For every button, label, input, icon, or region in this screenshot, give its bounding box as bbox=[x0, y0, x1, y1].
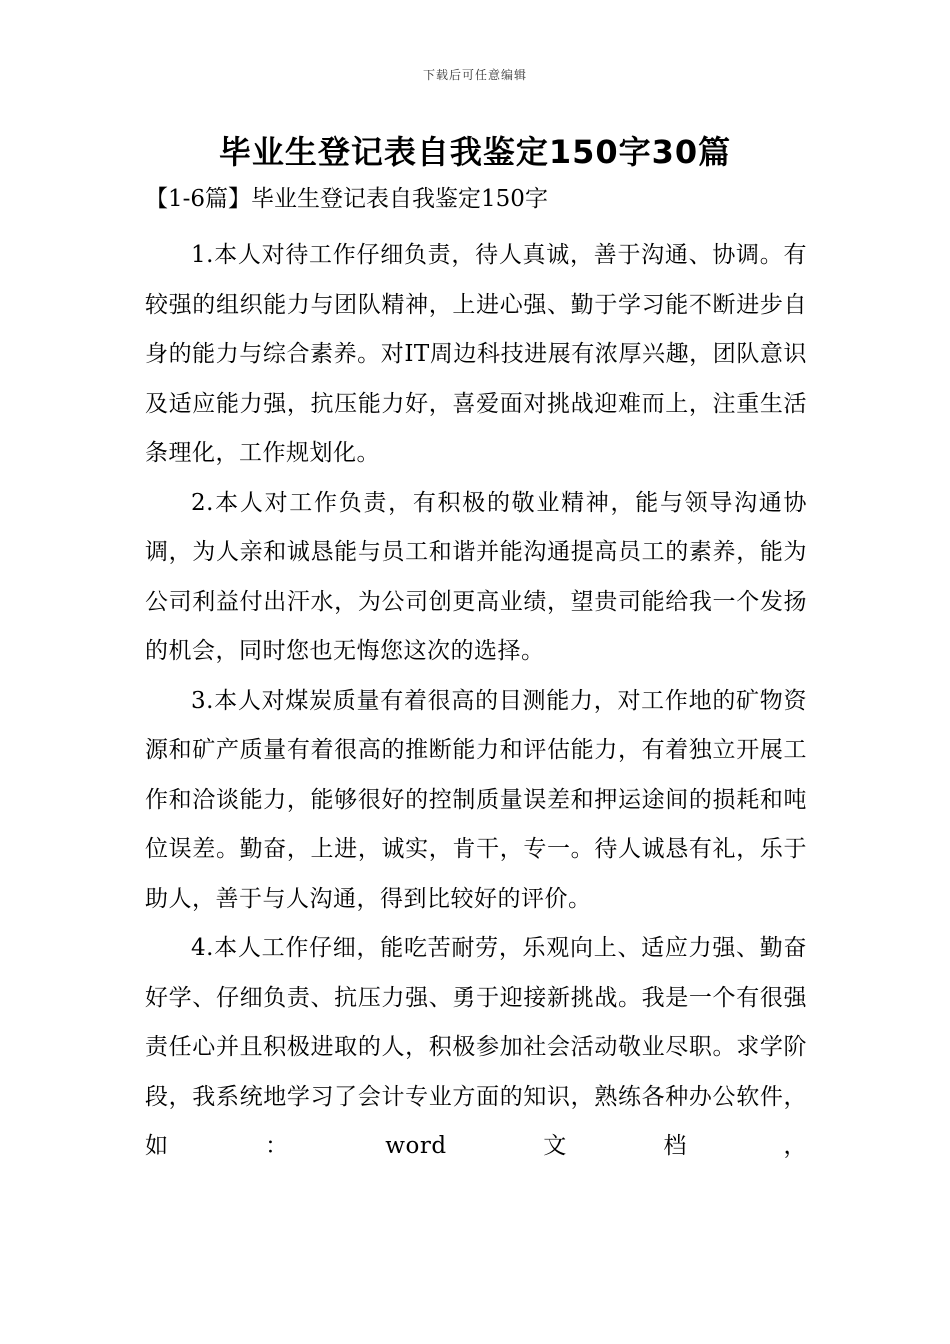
paragraph-3: 3.本人对煤炭质量有着很高的目测能力，对工作地的矿物资源和矿产质量有着很高的推断能力和评估能力，有着独立开展工作和洽谈能力，能够很好的控制质量误差和押运途间的损耗和吨位误差。勤奋，上进，诚实，肯干，专一。待人诚恳有礼，乐于助人，善于与人沟通，得到比较好的评价。 bbox=[145, 687, 807, 912]
section-heading: 【1-6篇】毕业生登记表自我鉴定150字 bbox=[145, 186, 548, 212]
paragraph-1: 1.本人对待工作仔细负责，待人真诚，善于沟通、协调。有较强的组织能力与团队精神，上进心强、勤于学习能不断进步自身的能力与综合素养。对IT周边科技进展有浓厚兴趣，团队意识及适应能力强，抗压能力好，喜爱面对挑战迎难而上，注重生活条理化，工作规划化。 bbox=[145, 242, 807, 466]
header-note: 下载后可任意编辑 bbox=[422, 68, 527, 82]
paragraph-4: 4.本人工作仔细，能吃苦耐劳，乐观向上、适应力强、勤奋好学、仔细负责、抗压力强、勇于迎接新挑战。我是一个有很强责任心并且积极进取的人，积极参加社会活动敬业尽职。求学阶段，我系统地学习了会计专业方面的知识，熟练各种办公软件，如：word文档， bbox=[145, 935, 807, 1159]
paragraph-2: 2.本人对工作负责，有积极的敬业精神，能与领导沟通协调，为人亲和诚恳能与员工和谐并能沟通提高员工的素养，能为公司利益付出汗水，为公司创更高业绩，望贵司能给我一个发扬的机会，同时您也无悔您这次的选择。 bbox=[145, 489, 807, 664]
document-body bbox=[145, 231, 807, 1172]
document-title: 毕业生登记表自我鉴定150字30篇 bbox=[218, 133, 732, 171]
